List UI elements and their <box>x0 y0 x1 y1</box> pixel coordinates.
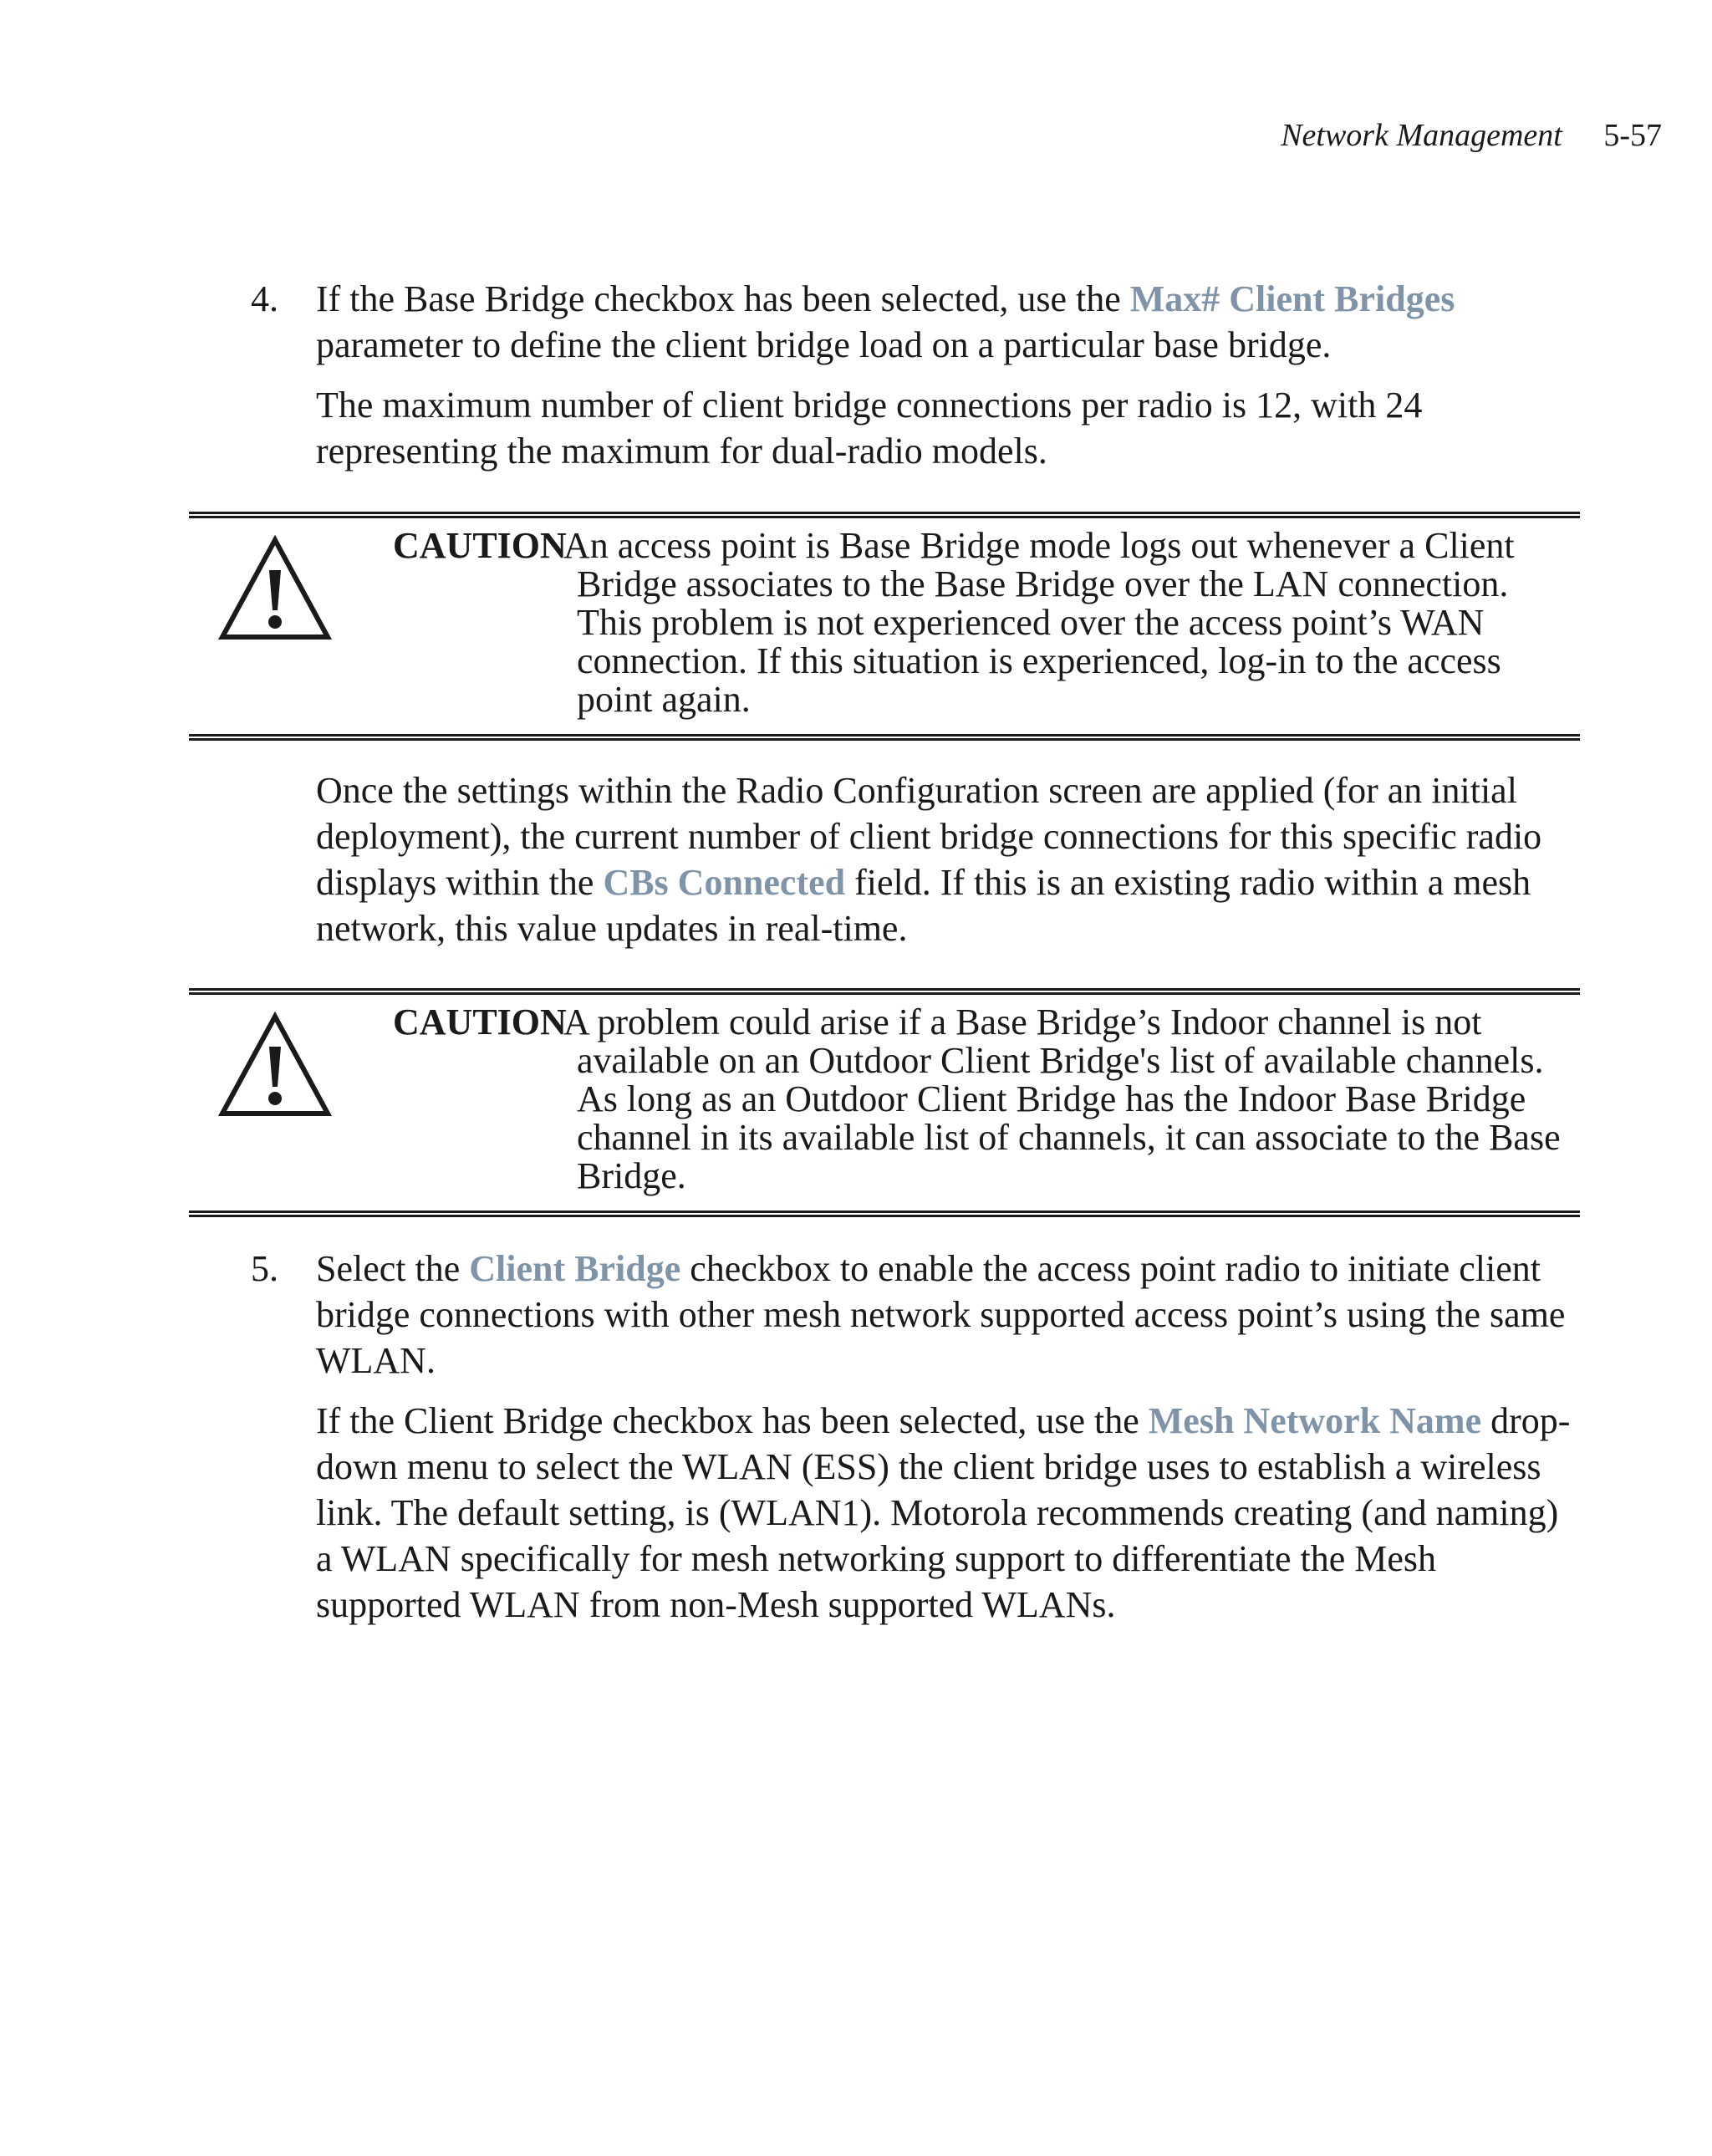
step-5-paragraph-2 <box>316 1398 1580 1628</box>
caution-text: A problem could arise if a Base Bridge’s Indoor channel is not available on an Outdoor Client Bridge's list of available channels. As long as an Outdoor Client Bridge has the Indoor Base Bridge channel in its available list of channels, it can associate to the Base Bridge. <box>563 1002 1561 1196</box>
page-number: 5-57 <box>1603 118 1662 153</box>
text-run: If the Base Bridge checkbox has been selected, use the <box>316 278 1130 319</box>
text-run: If the Client Bridge checkbox has been selected, use the <box>316 1400 1149 1441</box>
running-header <box>1281 115 1662 155</box>
ui-term-client-bridge: Client Bridge <box>469 1248 681 1289</box>
step-number: 5. <box>251 1248 278 1289</box>
step-4 <box>251 276 1580 474</box>
step-5 <box>251 1246 1580 1628</box>
text-run: field. If this is an existing radio within a mesh network, this value updates in real-time. <box>316 862 1531 949</box>
ui-term-max-client-bridges: Max# Client Bridges <box>1129 278 1455 319</box>
step-4-paragraph-2: The maximum number of client bridge connections per radio is 12, with 24 representing the maximum for dual-radio models. <box>316 385 1423 471</box>
caution-box-1 <box>189 512 1580 741</box>
warning-icon <box>217 535 333 642</box>
step-body <box>316 276 1580 474</box>
text-run: drop-down menu to select the WLAN (ESS) the client bridge uses to establish a wireless link. The default setting, is (WLAN1). Motorola recommends creating (and naming) a WLAN specifically for mesh networking support to differentiate the Mesh supported WLAN from non-Mesh supported WLANs. <box>316 1400 1571 1625</box>
body-paragraph <box>316 767 1580 951</box>
step-number: 4. <box>251 278 278 319</box>
caution-box-2 <box>189 988 1580 1217</box>
text-run: Select the <box>316 1248 470 1289</box>
ui-term-cbs-connected: CBs Connected <box>603 862 846 903</box>
text-run: checkbox to enable the access point radio to initiate client bridge connections with other mesh network supported access point’s using the same WLAN. <box>316 1248 1566 1381</box>
caution-text: An access point is Base Bridge mode logs out whenever a Client Bridge associates to the Base Bridge over the LAN connection. This problem is not experienced over the access point’s WAN connection. If this situation is experienced, log-in to the access point again. <box>563 525 1515 720</box>
text-run: parameter to define the client bridge load on a particular base bridge. <box>316 324 1332 365</box>
warning-icon <box>217 1012 333 1119</box>
step-body <box>316 1246 1580 1628</box>
caution-label: CAUTION <box>393 1002 567 1042</box>
section-name: Network Management <box>1281 118 1562 153</box>
text-run: Once the settings within the Radio Configuration screen are applied (for an initial deployment), the current number of client bridge connections for this specific radio displays within the <box>316 770 1542 903</box>
step-5-paragraph-1 <box>316 1246 1580 1384</box>
caution-label: CAUTION <box>393 525 567 566</box>
step-4-paragraph-1 <box>316 276 1580 368</box>
ui-term-mesh-network-name: Mesh Network Name <box>1148 1400 1482 1441</box>
